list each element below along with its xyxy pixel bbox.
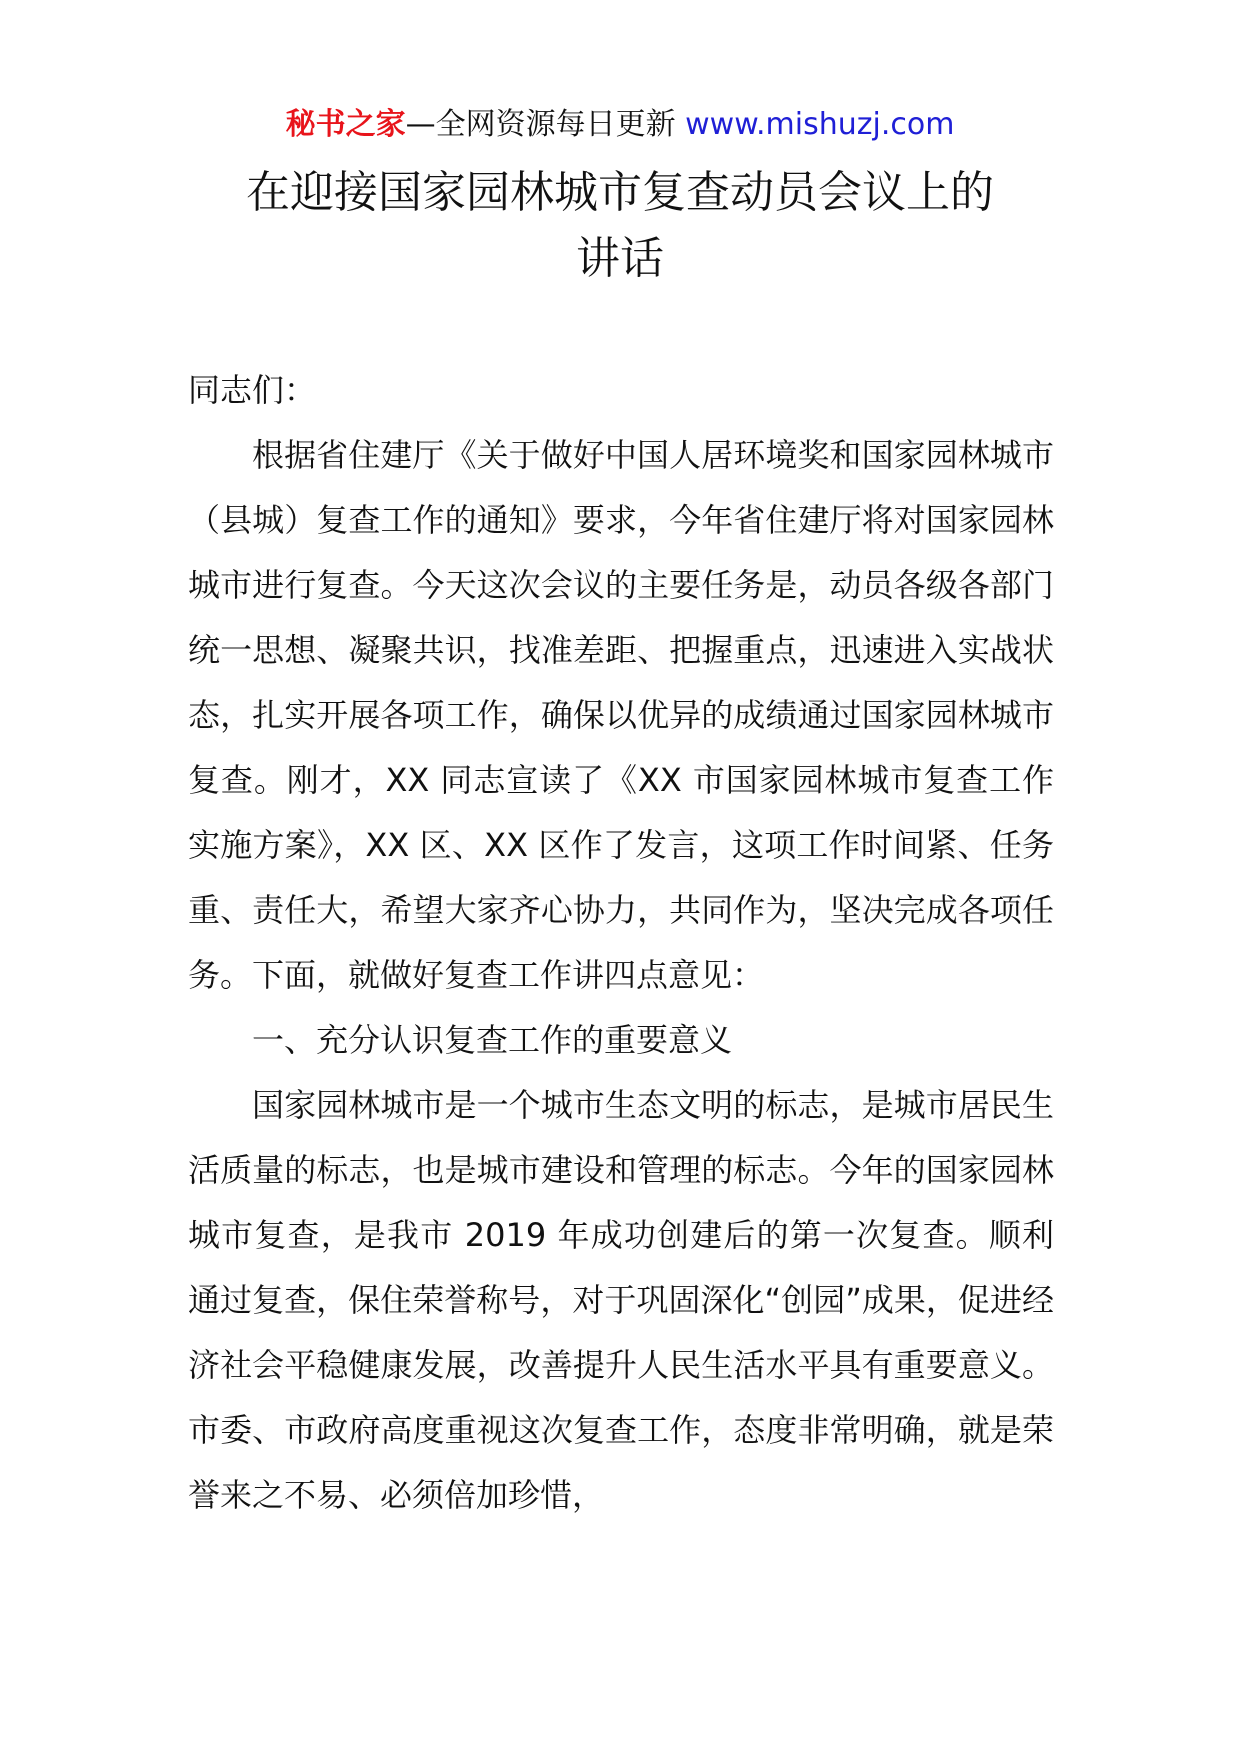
title-line-1: 在迎接国家园林城市复查动员会议上的 [246, 167, 994, 218]
title-line-2: 讲话 [576, 233, 664, 284]
document-body [188, 358, 1054, 1528]
document-title [0, 160, 1240, 292]
header-tagline: —全网资源每日更新 [405, 107, 676, 142]
site-header [0, 100, 1240, 150]
brand-name: 秘书之家 [285, 107, 406, 142]
body-paragraph-1: 根据省住建厅《关于做好中国人居环境奖和国家园林城市（县城）复查工作的通知》要求，今年省住建厅将对国家园林城市进行复查。今天这次会议的主要任务是，动员各级各部门统一思想、凝聚共识，找准差距、把握重点，迅速进入实战状态，扎实开展各项工作，确保以优异的成绩通过国家园林城市复查。刚才，XX 同志宣读了《XX 市国家园林城市复查工作实施方案》，XX 区、XX 区作了发言，这项工作时间紧、任务重、责任大，希望大家齐心协力，共同作为，坚决完成各项任务。下面，就做好复查工作讲四点意见： [188, 436, 1054, 994]
salutation: 同志们： [188, 371, 317, 409]
section-heading-1: 一、充分认识复查工作的重要意义 [252, 1021, 733, 1059]
site-url-link[interactable]: www.mishuzj.com [685, 107, 955, 142]
body-paragraph-2: 国家园林城市是一个城市生态文明的标志，是城市居民生活质量的标志，也是城市建设和管理的标志。今年的国家园林城市复查，是我市 2019 年成功创建后的第一次复查。顺利通过复查，保住荣誉称号，对于巩固深化“创园”成果，促进经济社会平稳健康发展，改善提升人民生活水平具有重要意义。市委、市政府高度重视这次复查工作，态度非常明确，就是荣誉来之不易、必须倍加珍惜， [188, 1086, 1054, 1514]
